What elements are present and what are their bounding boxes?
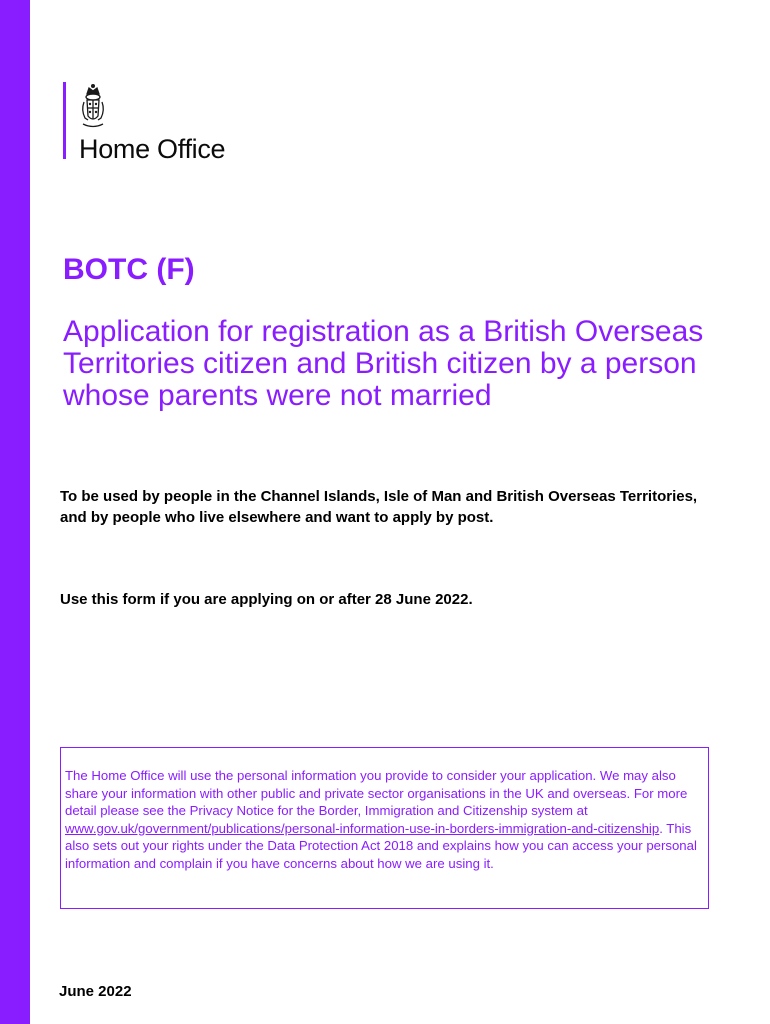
privacy-notice-text bbox=[65, 767, 705, 872]
privacy-notice-box bbox=[60, 747, 709, 909]
privacy-text-before: The Home Office will use the personal information you provide to consider your application. We may also share your information with other public and private sector organisations in the UK and overseas. For more detail please see the Privacy Notice for the Border, Immigration and Citizenship system at bbox=[65, 768, 688, 818]
intro-text: To be used by people in the Channel Islands, Isle of Man and British Overseas Territories, and by people who live elsewhere and want to apply by post. bbox=[60, 488, 698, 526]
brand-side-bar bbox=[0, 0, 30, 1024]
footer-date: June 2022 bbox=[59, 983, 132, 1000]
royal-crest-icon bbox=[78, 82, 108, 132]
date-note: Use this form if you are applying on or after 28 June 2022. bbox=[60, 591, 473, 608]
form-title: Application for registration as a British Overseas Territories citizen and British citizen by a person whose parents were not married bbox=[63, 315, 704, 412]
logo-rule bbox=[63, 82, 66, 159]
form-code: BOTC (F) bbox=[63, 253, 195, 286]
organisation-name: Home Office bbox=[79, 134, 226, 164]
home-office-logo bbox=[63, 82, 263, 162]
privacy-notice-link[interactable]: www.gov.uk/government/publications/personal-information-use-in-borders-immigration-and-citizenship bbox=[65, 820, 660, 836]
privacy-text-after: . This also sets out your rights under the Data Protection Act 2018 and explains how you can access your personal information and complain if you have concerns about how we are using it. bbox=[65, 820, 697, 871]
